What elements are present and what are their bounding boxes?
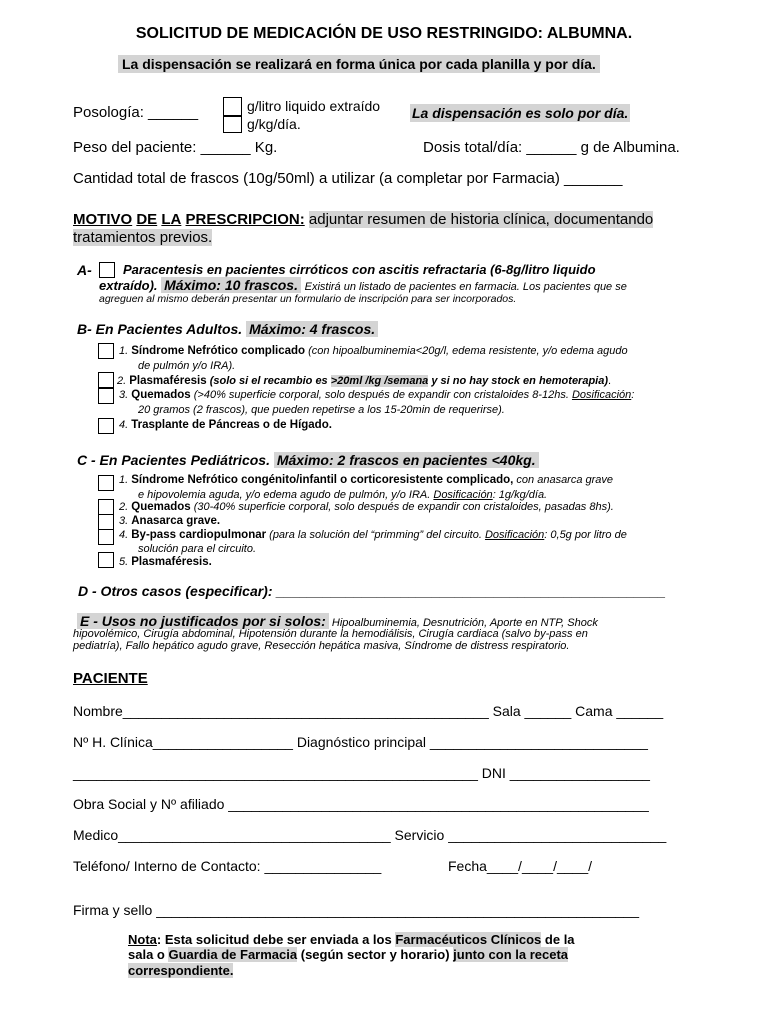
nota-line2 [128,947,568,962]
item-detail-2: y si no hay stock en hemoterapia) [431,375,609,387]
item-underline: Dosificación [433,489,493,501]
item-underline: Dosificación [571,389,632,401]
item-cont-2: : 1g/kg/día. [492,489,548,501]
motivo-prescripcion [73,211,653,228]
fecha-field[interactable]: Fecha____/____/____/ [448,858,593,874]
section-b-item4-checkbox[interactable] [98,418,114,434]
section-c-item1 [119,474,613,486]
nota-line1 [128,932,575,947]
nota-label: Nota [128,932,157,947]
historia-clinica-field[interactable]: Nº H. Clínica__________________ Diagnóstico principal ____________________________ [73,734,648,750]
nota-highlight-1: Farmacéuticos Clínicos [395,932,542,947]
item-number: 5. [119,556,129,568]
item-detail: con anasarca grave [516,474,614,486]
section-e-l1: Hipoalbuminemia, Desnutrición, Aporte en NTP, Shock [331,617,598,629]
item-underline: Dosificación [484,529,545,541]
motivo-text-2: tratamientos previos. [73,229,213,246]
item-number: 2. [119,501,129,513]
motivo-text-1: adjuntar resumen de historia clínica, documentando [308,211,654,228]
section-b-item2 [117,375,611,387]
section-b-item3-cont: 20 gramos (2 frascos), que pueden repetirse a los 15-20min de requerirse). [138,404,505,416]
item-detail: (con hipoalbuminemia<20g/l, edema resistente, y/o edema agudo [308,345,628,357]
item-number: 3. [119,515,129,527]
dni-field[interactable]: ____________________________________________________ DNI __________________ [73,765,650,781]
section-c-head [77,452,539,468]
nombre-field[interactable]: Nombre_______________________________________________ Sala ______ Cama ______ [73,703,664,719]
dosis-field[interactable]: Dosis total/día: ______ g de Albumina. [423,139,680,156]
section-e-line2: hipovolémico, Cirugía abdominal, Hipotensión durante la hemodiálisis, Cirugía cardiaca (salvo by-pass en [73,628,588,640]
item-detail: (30-40% superficie corporal, solo después de expandir con cristaloides, pasadas 8hs). [193,501,614,513]
nota-highlight-3: junto con la receta [453,947,569,962]
dispensation-note: La dispensación es solo por día. [412,105,629,121]
nota-highlight-2: Guardia de Farmacia [168,947,298,962]
section-a-line1-text: Paracentesis en pacientes cirróticos con ascitis refractaria (6-8g/litro liquido [123,262,596,277]
item-bold: By-pass cardiopulmonar [131,529,267,541]
page-title: SOLICITUD DE MEDICACIÓN DE USO RESTRINGIDO: ALBUMNA. [135,25,633,42]
motivo-word-4: PRESCRIPCION: [185,211,305,228]
item-detail: (>40% superficie corporal, solo después de expandir con cristaloides 8-12hs. [193,389,569,401]
medico-servicio-field[interactable]: Medico___________________________________ Servicio ____________________________ [73,827,667,843]
obra-social-field[interactable]: Obra Social y Nº afiliado ______________________________________________________ [73,796,649,812]
section-b-head [77,321,378,337]
section-c-item2 [119,501,614,513]
section-c-item5-checkbox[interactable] [98,552,114,568]
option-g-kg-dia-checkbox[interactable] [223,116,242,133]
section-b-title: B- En Pacientes Adultos. [77,321,243,337]
motivo-word-3: LA [161,211,182,228]
section-a-line3: agreguen al mismo deberán presentar un formulario de inscripción para ser incorporados. [99,293,517,305]
item-bold: Plasmaféresis. [131,556,212,568]
item-detail-2: : 0,5g por litro de [544,529,627,541]
section-a-line2 [99,277,627,293]
section-c-item3 [119,515,220,527]
item-bold: Trasplante de Páncreas o de Hígado. [131,419,332,431]
item-highlight: >20ml /kg /semana [330,375,429,387]
section-e-head: E - Usos no justificados por si solos: [77,613,329,629]
section-c-item3-checkbox[interactable] [98,514,114,530]
nota-text-b: de la [544,932,575,947]
section-b-max: Máximo: 4 frascos. [246,321,378,337]
section-c-item1-checkbox[interactable] [98,475,114,491]
section-a-line2a: extraído). [99,278,158,293]
item-cont: e hipovolemia aguda, y/o edema agudo de pulmón, y/o IRA. [138,489,431,501]
section-b-item4 [119,419,332,431]
item-number: 4. [119,419,129,431]
item-bold: Síndrome Nefrótico congénito/infantil o corticoresistente complicado, [131,474,514,486]
item-number: 4. [119,529,129,541]
nota-text-d: (según sector y horario) [300,947,450,962]
subtitle: La dispensación se realizará en forma única por cada planilla y por día. [118,55,600,73]
section-c-max: Máximo: 2 frascos en pacientes <40kg. [274,452,539,468]
item-bold: Quemados [131,389,191,401]
section-a-checkbox[interactable] [99,262,115,278]
item-number: 2. [117,375,127,387]
section-b-item1 [119,345,628,357]
section-b-item2-checkbox[interactable] [98,372,114,388]
section-b-item1-checkbox[interactable] [98,343,114,359]
item-detail: (para la solución del “primming” del circuito. [269,529,482,541]
section-b-item3 [119,389,634,401]
section-e-line3: pediatría), Fallo hepático agudo grave, Resección hepática masiva, Síndrome de distress respiratorio. [73,640,570,652]
section-e-line1 [77,613,598,629]
section-a-line2b: Existirá un listado de pacientes en farmacia. Los pacientes que se [304,281,627,293]
section-d-otros[interactable]: D - Otros casos (especificar): __________________________________________________ [78,583,666,599]
section-c-item4-cont: solución para el circuito. [138,543,257,555]
section-b-item1-cont: de pulmón y/o IRA). [138,360,236,372]
telefono-field[interactable]: Teléfono/ Interno de Contacto: _______________ [73,858,382,874]
cantidad-frascos-field[interactable]: Cantidad total de frascos (10g/50ml) a utilizar (a completar por Farmacia) _______ [73,170,623,187]
item-number: 1. [119,474,129,486]
option-g-kg-dia-label: g/kg/día. [247,116,301,132]
firma-sello-field[interactable]: Firma y sello ______________________________________________________________ [73,902,639,918]
item-detail: (solo si el recambio es [209,375,328,387]
item-number: 3. [119,389,129,401]
section-b-item3-checkbox[interactable] [98,388,114,404]
motivo-word-1: MOTIVO [73,211,133,228]
item-bold: Síndrome Nefrótico complicado [131,345,306,357]
nota-text-a: : Esta solicitud debe ser enviada a los [156,932,392,947]
section-c-title: C - En Pacientes Pediátricos. [77,452,270,468]
paciente-title: PACIENTE [73,670,148,687]
item-bold: Quemados [131,501,191,513]
section-c-item2-checkbox[interactable] [98,499,114,515]
section-c-item5 [119,556,212,568]
peso-field[interactable]: Peso del paciente: ______ Kg. [73,139,278,156]
section-c-item1-cont [138,489,547,501]
motivo-word-2: DE [136,211,158,228]
item-colon: : [631,389,635,401]
option-g-litro-label: g/litro liquido extraído [247,98,381,114]
item-bold: Plasmaféresis [129,375,207,387]
nota-text-c: sala o [128,947,165,962]
item-end: . [608,375,612,387]
section-c-item4-checkbox[interactable] [98,529,114,545]
section-c-item4 [119,529,627,541]
section-a-letter: A- [77,262,92,278]
item-number: 1. [119,345,129,357]
section-a-line1 [123,262,677,277]
option-g-litro-checkbox[interactable] [223,97,242,116]
posologia-label: Posología: ______ [73,104,199,121]
nota-line3: correspondiente. [128,963,234,978]
item-bold: Anasarca grave. [131,515,221,527]
section-a-max: Máximo: 10 frascos. [161,277,301,293]
